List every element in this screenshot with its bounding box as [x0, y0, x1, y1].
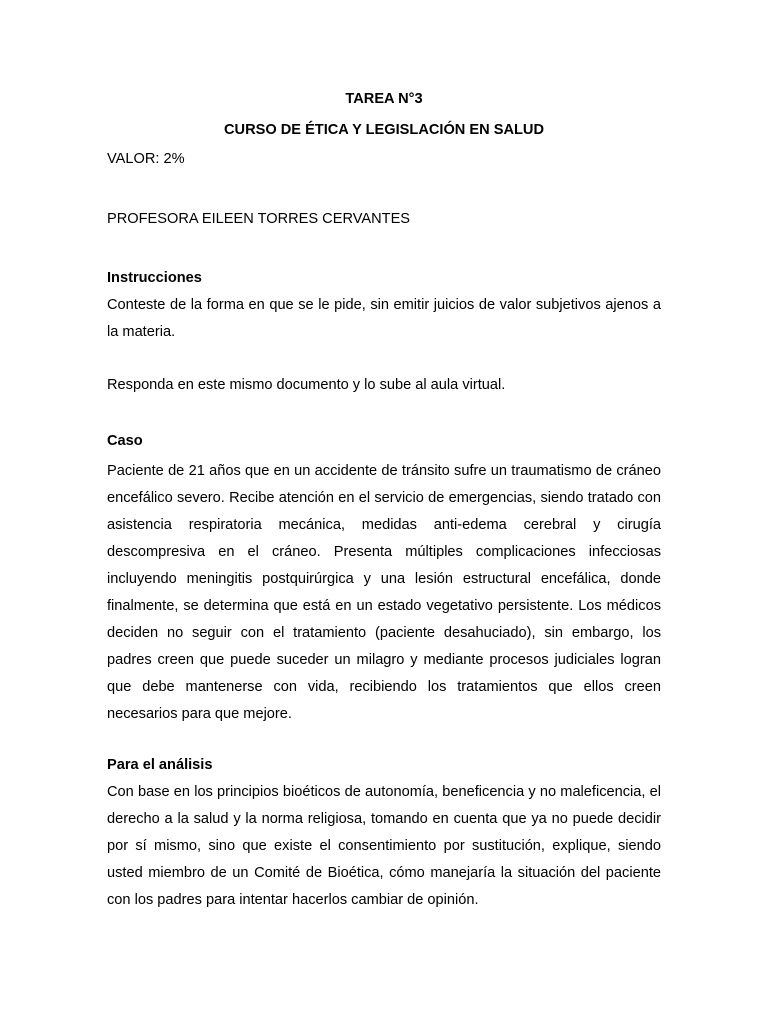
- course-title: CURSO DE ÉTICA Y LEGISLACIÓN EN SALUD: [223, 122, 544, 138]
- case-text: Paciente de 21 años que en un accidente de tránsito sufre un traumatismo de cráneo encefálico severo. Recibe atención en el servicio de emergencias, siendo tratado con asistencia respiratoria mecánica, medidas anti-edema cerebral y cirugía descompresiva en el cráneo. Presenta múltiples complicaciones infecciosas incluyendo meningitis postquirúrgica y una lesión estructural encefálica, donde finalmente, se determina que está en un estado vegetativo persistente. Los médicos deciden no seguir con el tratamiento (paciente desahuciado), sin embargo, los padres creen que puede suceder un milagro y mediante procesos judiciales logran que debe mantenerse con vida, recibiendo los tratamientos que ellos creen necesarios para que mejore.: [107, 463, 661, 722]
- analysis-heading: Para el análisis: [107, 757, 213, 773]
- response-note: Responda en este mismo documento y lo sube al aula virtual.: [107, 377, 506, 393]
- instructions-heading: Instrucciones: [107, 270, 202, 286]
- professor-line: PROFESORA EILEEN TORRES CERVANTES: [107, 211, 411, 227]
- document-title: TAREA N°3: [345, 91, 423, 107]
- instructions-text: Conteste de la forma en que se le pide, sin emitir juicios de valor subjetivos ajenos a la materia.: [107, 297, 661, 340]
- case-heading: Caso: [107, 433, 143, 449]
- value-line: VALOR: 2%: [107, 151, 185, 167]
- analysis-text: Con base en los principios bioéticos de autonomía, beneficencia y no maleficencia, el derecho a la salud y la norma religiosa, tomando en cuenta que ya no puede decidir por sí mismo, sino que existe el consentimiento por sustitución, explique, siendo usted miembro de un Comité de Bioética, cómo manejaría la situación del paciente con los padres para intentar hacerlos cambiar de opinión.: [107, 784, 661, 908]
